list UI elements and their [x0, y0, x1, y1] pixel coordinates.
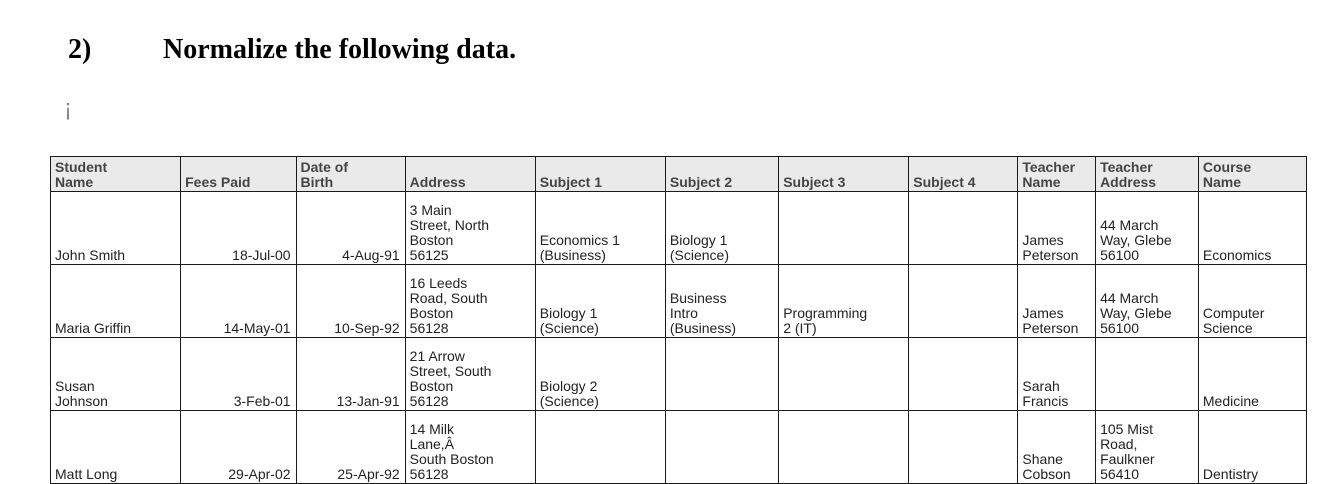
table-row	[51, 338, 1307, 411]
cell-subject-1: Biology 2 (Science)	[535, 338, 665, 411]
cell-subject-1: Economics 1 (Business)	[535, 192, 665, 265]
cell-subject-2: Biology 1 (Science)	[665, 192, 778, 265]
cell-date-of-birth: 13-Jan-91	[296, 338, 405, 411]
cell-teacher-address: 44 March Way, Glebe 56100	[1096, 265, 1199, 338]
cell-course-name: Economics	[1198, 192, 1306, 265]
question-text: Normalize the following data.	[163, 34, 517, 65]
cell-date-of-birth: 4-Aug-91	[296, 192, 405, 265]
header-student-name: Student Name	[51, 157, 181, 192]
cell-fees-paid: 14-May-01	[181, 265, 296, 338]
header-date-of-birth: Date of Birth	[296, 157, 405, 192]
cell-teacher-name: Sarah Francis	[1018, 338, 1096, 411]
cell-student-name: Maria Griffin	[51, 265, 181, 338]
cell-teacher-address: 44 March Way, Glebe 56100	[1096, 192, 1199, 265]
question-heading	[68, 30, 516, 70]
cell-address: 14 Milk Lane,Â South Boston 56128	[405, 411, 535, 484]
cell-teacher-address	[1096, 338, 1199, 411]
cell-teacher-name: James Peterson	[1018, 192, 1096, 265]
cell-subject-2	[665, 338, 778, 411]
cell-student-name: John Smith	[51, 192, 181, 265]
cell-date-of-birth: 10-Sep-92	[296, 265, 405, 338]
cell-subject-2: Business Intro (Business)	[665, 265, 778, 338]
cell-student-name: Susan Johnson	[51, 338, 181, 411]
cell-fees-paid: 29-Apr-02	[181, 411, 296, 484]
student-data-table	[50, 156, 1307, 484]
cell-fees-paid: 3-Feb-01	[181, 338, 296, 411]
header-teacher-address: Teacher Address	[1096, 157, 1199, 192]
cell-subject-1	[535, 411, 665, 484]
cell-subject-4	[909, 192, 1018, 265]
cell-student-name: Matt Long	[51, 411, 181, 484]
cell-course-name: Dentistry	[1198, 411, 1306, 484]
header-subject-1: Subject 1	[535, 157, 665, 192]
cell-subject-3	[779, 338, 909, 411]
cell-fees-paid: 18-Jul-00	[181, 192, 296, 265]
cell-date-of-birth: 25-Apr-92	[296, 411, 405, 484]
cell-course-name: Computer Science	[1198, 265, 1306, 338]
header-subject-4: Subject 4	[909, 157, 1018, 192]
cell-subject-3	[779, 411, 909, 484]
text-cursor-glyph: ¡	[64, 95, 72, 122]
header-subject-2: Subject 2	[665, 157, 778, 192]
header-course-name: Course Name	[1198, 157, 1306, 192]
cell-subject-4	[909, 411, 1018, 484]
cell-subject-3: Programming 2 (IT)	[779, 265, 909, 338]
header-fees-paid: Fees Paid	[181, 157, 296, 192]
cell-subject-1: Biology 1 (Science)	[535, 265, 665, 338]
cell-subject-3	[779, 192, 909, 265]
cell-subject-2	[665, 411, 778, 484]
cell-address: 21 Arrow Street, South Boston 56128	[405, 338, 535, 411]
header-address: Address	[405, 157, 535, 192]
table-row	[51, 192, 1307, 265]
cell-teacher-name: Shane Cobson	[1018, 411, 1096, 484]
cell-address: 16 Leeds Road, South Boston 56128	[405, 265, 535, 338]
table-row	[51, 265, 1307, 338]
header-subject-3: Subject 3	[779, 157, 909, 192]
question-number: 2)	[68, 34, 92, 65]
cell-teacher-name: James Peterson	[1018, 265, 1096, 338]
table-row	[51, 411, 1307, 484]
cell-subject-4	[909, 338, 1018, 411]
cell-subject-4	[909, 265, 1018, 338]
header-teacher-name: Teacher Name	[1018, 157, 1096, 192]
cell-course-name: Medicine	[1198, 338, 1306, 411]
table-header-row	[51, 157, 1307, 192]
cell-teacher-address: 105 Mist Road, Faulkner 56410	[1096, 411, 1199, 484]
cell-address: 3 Main Street, North Boston 56125	[405, 192, 535, 265]
